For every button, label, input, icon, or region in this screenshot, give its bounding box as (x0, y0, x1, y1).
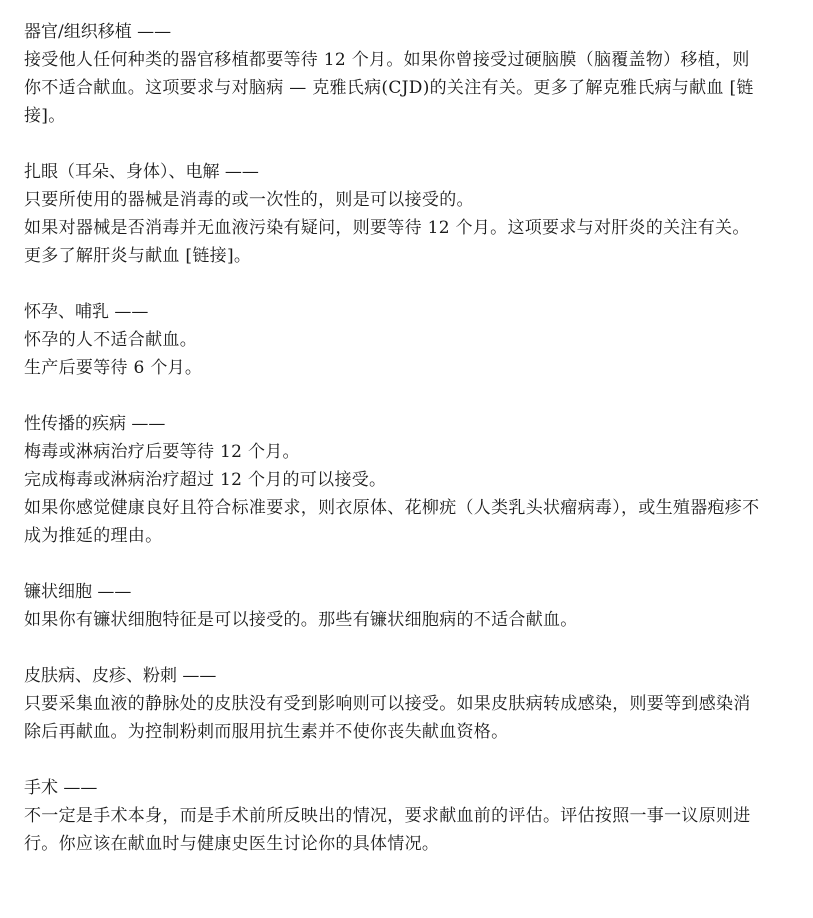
paragraph: 只要采集血液的静脉处的皮肤没有受到影响则可以接受。如果皮肤病转成感染，则要等到感染消除后再献血。为控制粉刺而服用抗生素并不使你丧失献血资格。 (24, 694, 751, 742)
section-heading: 怀孕、哺乳 —— (24, 302, 149, 322)
paragraph: 怀孕的人不适合献血。 (24, 330, 197, 350)
section-heading: 扎眼（耳朵、身体）、电解 —— (24, 162, 259, 182)
section-heading: 性传播的疾病 —— (24, 414, 166, 434)
section-heading: 皮肤病、皮疹、粉刺 —— (24, 666, 217, 686)
section-heading: 手术 —— (24, 778, 98, 798)
section-skin-disease (24, 662, 765, 746)
paragraph: 如果你感觉健康良好且符合标准要求，则衣原体、花柳疣（人类乳头状瘤病毒），或生殖器疱疹不成为推延的理由。 (24, 498, 760, 546)
paragraph: 生产后要等待 6 个月。 (24, 358, 203, 378)
paragraph: 完成梅毒或淋病治疗超过 12 个月的可以接受。 (24, 470, 387, 490)
section-sickle-cell (24, 578, 765, 634)
cjd-link[interactable]: [链接] (24, 78, 754, 126)
section-std (24, 410, 765, 550)
paragraph: 接受他人任何种类的器官移植都要等待 12 个月。如果你曾接受过硬脑膜（脑覆盖物）移植，则你不适合献血。这项要求与对脑病 — 克雅氏病(CJD)的关注有关。更多了解克雅氏病与献血 [链接]。 (24, 50, 754, 126)
section-organ-transplant (24, 18, 765, 130)
hepatitis-link[interactable]: [链接] (185, 246, 234, 266)
paragraph: 只要所使用的器械是消毒的或一次性的，则是可以接受的。 (24, 190, 474, 210)
section-piercing (24, 158, 765, 270)
section-heading: 镰状细胞 —— (24, 582, 132, 602)
paragraph: 梅毒或淋病治疗后要等待 12 个月。 (24, 442, 300, 462)
section-pregnancy (24, 298, 765, 382)
paragraph: 不一定是手术本身，而是手术前所反映出的情况，要求献血前的评估。评估按照一事一议原则进行。你应该在献血时与健康史医生讨论你的具体情况。 (24, 806, 751, 854)
paragraph: 如果对器械是否消毒并无血液污染有疑问，则要等待 12 个月。这项要求与对肝炎的关注有关。更多了解肝炎与献血 [链接]。 (24, 218, 750, 266)
section-surgery (24, 774, 765, 858)
section-heading: 器官/组织移植 —— (24, 22, 172, 42)
paragraph: 如果你有镰状细胞特征是可以接受的。那些有镰状细胞病的不适合献血。 (24, 610, 578, 630)
